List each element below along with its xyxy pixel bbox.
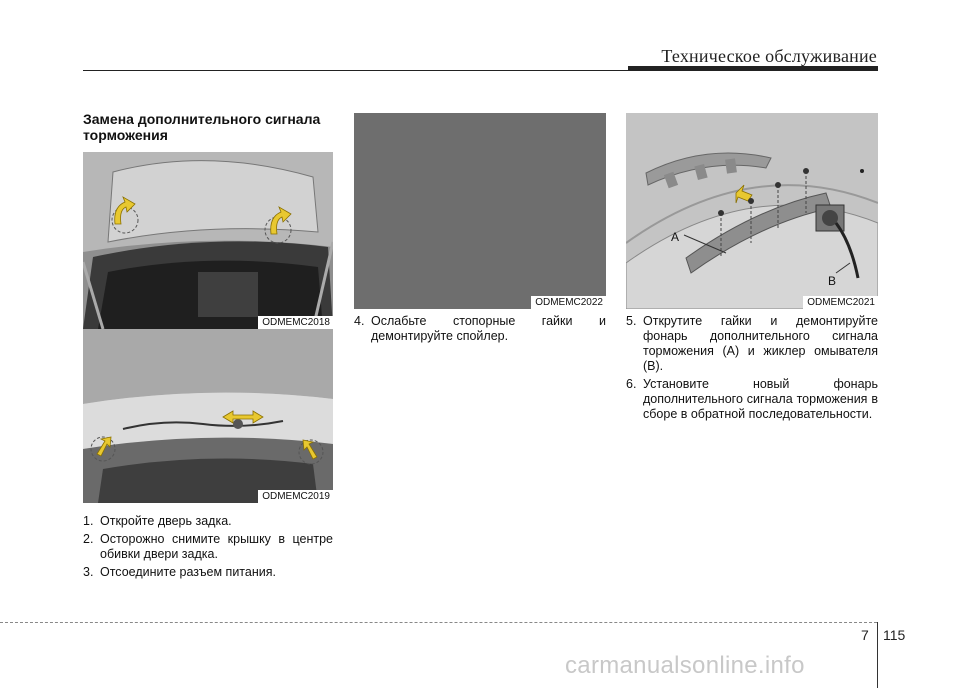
step-number: 4. xyxy=(354,314,365,328)
step-text: Отсоедините разъем питания. xyxy=(100,565,276,579)
step-number: 2. xyxy=(83,532,94,546)
tailgate-trim-illustration xyxy=(83,329,333,503)
steps-column-1 xyxy=(83,514,333,583)
label-b: B xyxy=(828,274,837,288)
chapter-number: 7 xyxy=(861,627,869,643)
step-text: Открутите гайки и демонтируйте фонарь дополнительного сигнала торможения (A) и жиклер омывателя (B). xyxy=(643,314,878,373)
section-title: Замена дополнительного сигнала торможения xyxy=(83,111,321,143)
step-item xyxy=(626,377,878,422)
step-item xyxy=(354,314,606,344)
figure-code-label: ODMEMC2018 xyxy=(258,316,333,329)
spoiler-illustration-placeholder xyxy=(354,113,606,309)
figure-code-label: ODMEMC2019 xyxy=(258,490,333,503)
tailgate-interior-illustration xyxy=(83,152,333,329)
label-a: A xyxy=(671,230,680,244)
steps-column-3 xyxy=(626,314,878,425)
page-header-title: Техническое обслуживание xyxy=(661,46,877,66)
figure-odmemc2022 xyxy=(354,113,606,309)
steps-column-2 xyxy=(354,314,606,347)
step-text: Установите новый фонарь дополнительного сигнала торможения в сборе в обратной последовательности. xyxy=(643,377,878,421)
page-number: 115 xyxy=(883,627,906,643)
step-item xyxy=(83,565,333,580)
figure-odmemc2019 xyxy=(83,329,333,503)
figure-code-label: ODMEMC2022 xyxy=(531,296,606,309)
step-item xyxy=(83,532,333,562)
brake-light-illustration xyxy=(626,113,878,309)
watermark: carmanualsonline.info xyxy=(565,652,805,679)
step-number: 3. xyxy=(83,565,94,579)
step-text: Откройте дверь задка. xyxy=(100,514,232,528)
step-number: 6. xyxy=(626,377,637,391)
footer-dashed-rule xyxy=(0,622,877,623)
step-item xyxy=(626,314,878,374)
figure-odmemc2021 xyxy=(626,113,878,309)
footer-separator xyxy=(877,622,878,688)
step-number: 5. xyxy=(626,314,637,328)
step-item xyxy=(83,514,333,529)
step-text: Ослабьте стопорные гайки и демонтируйте спойлер. xyxy=(371,314,606,343)
header-rule-accent xyxy=(628,66,878,71)
figure-code-label: ODMEMC2021 xyxy=(803,296,878,309)
figure-odmemc2018 xyxy=(83,152,333,329)
step-number: 1. xyxy=(83,514,94,528)
step-text: Осторожно снимите крышку в центре обивки двери задка. xyxy=(100,532,333,561)
